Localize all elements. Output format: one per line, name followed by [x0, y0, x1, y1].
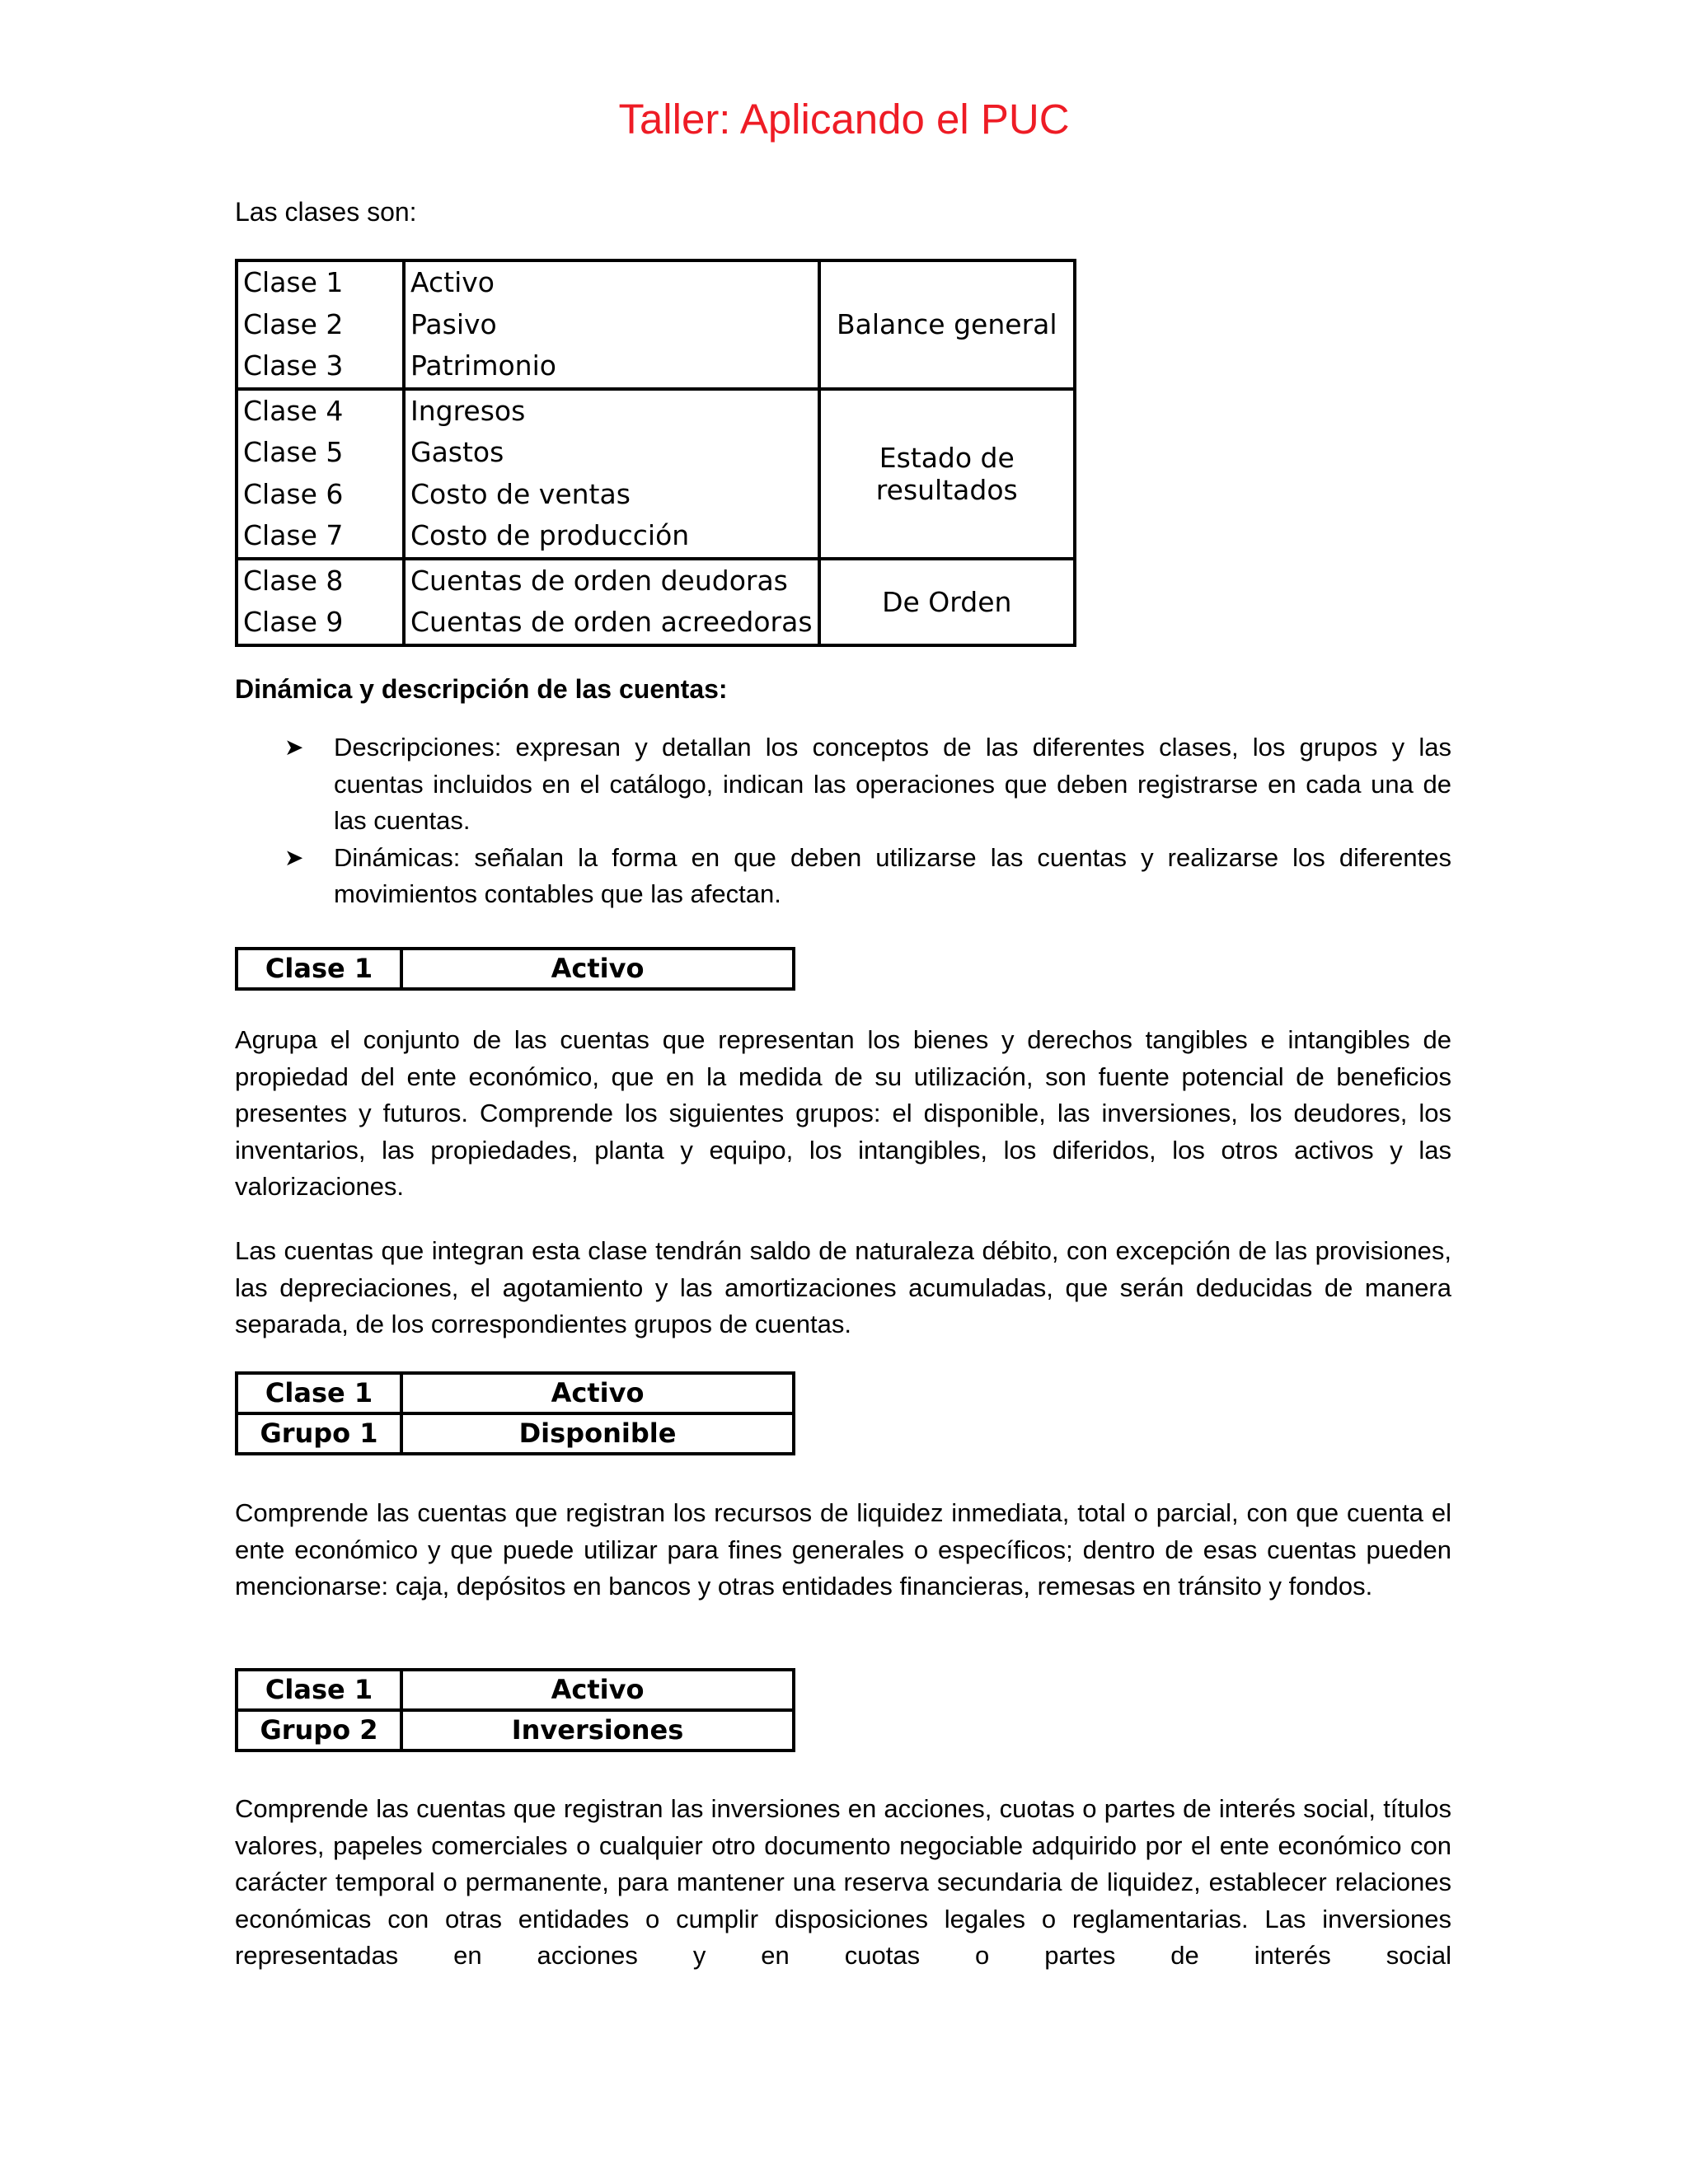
- cuenta-column-cell: [404, 389, 819, 559]
- group1-table: [235, 1371, 795, 1455]
- clase-label: Clase 1: [243, 266, 344, 298]
- cuenta-label: Patrimonio: [410, 349, 556, 382]
- cuenta-label: Activo: [410, 266, 495, 298]
- bullet-text: Descripciones: expresan y detallan los conceptos de las diferentes clases, los grupos y las cuentas incluidos en el catálogo, indican las operaciones que deben registrarse en cada una de las cuentas.: [334, 733, 1451, 835]
- group2-table: [235, 1668, 795, 1752]
- table-row: [237, 1413, 794, 1454]
- clase-column-cell: [237, 559, 404, 645]
- estado-cell: De Orden: [819, 559, 1075, 645]
- arrowhead-bullet-icon: ➤: [284, 844, 304, 870]
- clase-label: Clase 4: [243, 394, 344, 427]
- clase-column-cell: [237, 260, 404, 389]
- bullet-list: [235, 729, 1451, 913]
- clase-column-cell: [237, 389, 404, 559]
- table-row-orden: [237, 559, 1075, 645]
- paragraph-activo-1: Agrupa el conjunto de las cuentas que representan los bienes y derechos tangibles e intangibles de propiedad del ente económico, que en la medida de su utilización, son fuente potencial de beneficios presentes y futuros. Comprende los siguientes grupos: el disponible, las inversiones, los deudores, los inventarios, las propiedades, planta y equipo, los intangibles, los diferidos, los otros activos y las valorizaciones.: [235, 1025, 1451, 1201]
- section-heading: Dinámica y descripción de las cuentas:: [235, 674, 728, 704]
- clase-label: Clase 9: [243, 606, 344, 638]
- cuenta-column-cell: [404, 559, 819, 645]
- paragraph-activo-2: Las cuentas que integran esta clase tendrán saldo de naturaleza débito, con excepción de las provisiones, las depreciaciones, el agotamiento y las amortizaciones acumuladas, que serán deducidas de manera separada, de los correspondientes grupos de cuentas.: [235, 1236, 1451, 1338]
- clase-name-cell: Activo: [401, 1670, 794, 1710]
- grupo-name-cell: Inversiones: [401, 1710, 794, 1750]
- cuenta-label: Ingresos: [410, 394, 526, 427]
- clase-label: Clase 2: [243, 307, 344, 340]
- paragraph-disponible: Comprende las cuentas que registran los recursos de liquidez inmediata, total o parcial, con que cuenta el ente económico y que puede utilizar para fines generales o específicos; dentro de esas cuentas pueden mencionarse: caja, depósitos en bancos y otras entidades financieras, remesas en tránsito y fondos.: [235, 1498, 1451, 1601]
- cuenta-label: Costo de producción: [410, 519, 690, 551]
- intro-text: Las clases son:: [235, 197, 417, 227]
- table-row-balance: [237, 260, 1075, 389]
- clase-cell: Clase 1: [237, 1373, 401, 1413]
- grupo-cell: Grupo 1: [237, 1413, 401, 1454]
- paragraph-inversiones: Comprende las cuentas que registran las inversiones en acciones, cuotas o partes de interés social, títulos valores, papeles comerciales o cualquier otro documento negociable adquirido por el ente económico con carácter temporal o permanente, para mantener una reserva secundaria de liquidez, establecer relaciones económicas con otras entidades o cumplir disposiciones legales o reglamentarias. Las inversiones representadas en acciones y en cuotas o partes de interés social: [235, 1794, 1451, 1970]
- bullet-text: Dinámicas: señalan la forma en que deben utilizarse las cuentas y realizarse los diferentes movimientos contables que las afectan.: [334, 842, 1451, 908]
- cuenta-label: Gastos: [410, 436, 504, 468]
- cuenta-label: Cuentas de orden acreedoras: [410, 606, 813, 638]
- clase-label: Clase 3: [243, 349, 344, 382]
- class1-table: [235, 947, 795, 991]
- cuenta-column-cell: [404, 260, 819, 389]
- classes-table: [235, 259, 1076, 647]
- clase-cell: Clase 1: [237, 949, 401, 989]
- list-item: [235, 840, 1451, 913]
- cuenta-label: Costo de ventas: [410, 477, 631, 510]
- clase-cell: Clase 1: [237, 1670, 401, 1710]
- table-row: [237, 949, 794, 989]
- list-item: [235, 729, 1451, 840]
- page-title: Taller: Aplicando el PUC: [618, 96, 1070, 143]
- grupo-cell: Grupo 2: [237, 1710, 401, 1750]
- estado-cell: Balance general: [819, 260, 1075, 389]
- arrowhead-bullet-icon: ➤: [284, 734, 304, 760]
- clase-label: Clase 5: [243, 436, 344, 468]
- clase-name-cell: Activo: [401, 949, 794, 989]
- cuenta-label: Pasivo: [410, 307, 497, 340]
- clase-name-cell: Activo: [401, 1373, 794, 1413]
- table-row-resultados: [237, 389, 1075, 559]
- estado-cell: Estado de resultados: [819, 389, 1075, 559]
- table-row: [237, 1670, 794, 1710]
- cuenta-label: Cuentas de orden deudoras: [410, 564, 788, 597]
- clase-label: Clase 8: [243, 564, 344, 597]
- clase-label: Clase 7: [243, 519, 344, 551]
- clase-label: Clase 6: [243, 477, 344, 510]
- table-row: [237, 1710, 794, 1750]
- table-row: [237, 1373, 794, 1413]
- grupo-name-cell: Disponible: [401, 1413, 794, 1454]
